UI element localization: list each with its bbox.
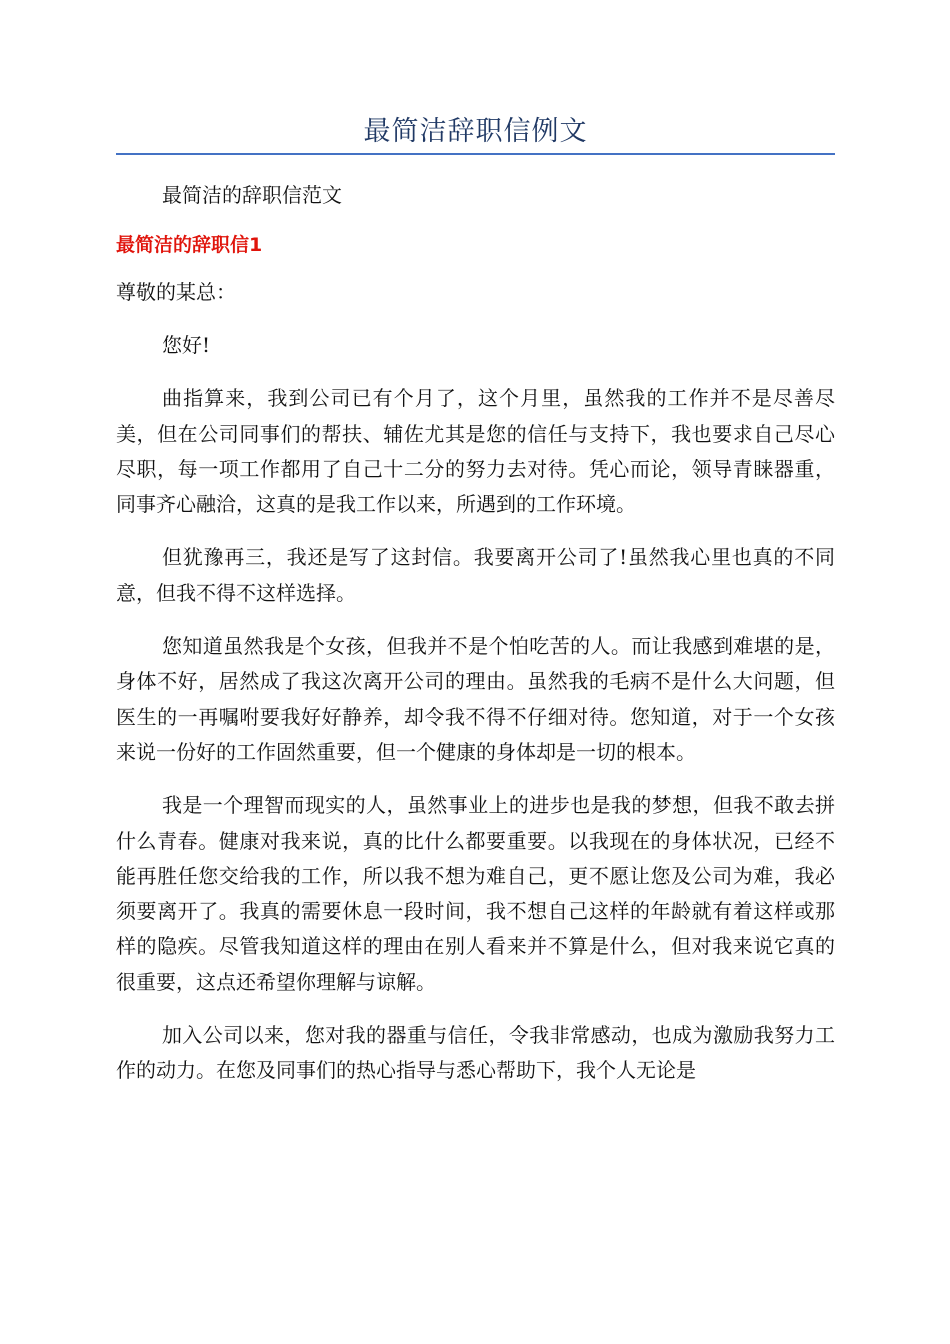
document-body xyxy=(116,176,835,1107)
document-title: 最简洁辞职信例文 xyxy=(363,116,588,147)
paragraph-greeting: 您好! xyxy=(162,333,211,357)
title-underline xyxy=(116,153,835,155)
paragraph: 加入公司以来，您对我的器重与信任，令我非常感动，也成为激励我努力工作的动力。在您及同事们的热心指导与悉心帮助下，我个人无论是 xyxy=(116,1023,835,1083)
section-heading: 最简洁的辞职信1 xyxy=(116,234,263,256)
document-subtitle: 最简洁的辞职信范文 xyxy=(162,183,342,207)
paragraph: 我是一个理智而现实的人，虽然事业上的进步也是我的梦想，但我不敢去拼什么青春。健康对我来说，真的比什么都要重要。以我现在的身体状况，已经不能再胜任您交给我的工作，所以我不想为难自己，更不愿让您及公司为难，我必须要离开了。我真的需要休息一段时间，我不想自己这样的年龄就有着这样或那样的隐疾。尽管我知道这样的理由在别人看来并不算是什么，但对我来说它真的很重要，这点还希望你理解与谅解。 xyxy=(116,793,835,994)
paragraph: 曲指算来，我到公司已有个月了，这个月里，虽然我的工作并不是尽善尽美，但在公司同事们的帮扶、辅佐尤其是您的信任与支持下，我也要求自己尽心尽职，每一项工作都用了自己十二分的努力去对待。凭心而论，领导青睐器重，同事齐心融洽，这真的是我工作以来，所遇到的工作环境。 xyxy=(116,386,835,517)
paragraph: 您知道虽然我是个女孩，但我并不是个怕吃苦的人。而让我感到难堪的是，身体不好，居然成了我这次离开公司的理由。虽然我的毛病不是什么大问题，但医生的一再嘱咐要我好好静养，却令我不得不仔细对待。您知道，对于一个女孩来说一份好的工作固然重要，但一个健康的身体却是一切的根本。 xyxy=(116,634,835,764)
paragraph: 但犹豫再三，我还是写了这封信。我要离开公司了!虽然我心里也真的不同意，但我不得不这样选择。 xyxy=(116,545,835,605)
letter-salutation: 尊敬的某总： xyxy=(116,280,236,304)
